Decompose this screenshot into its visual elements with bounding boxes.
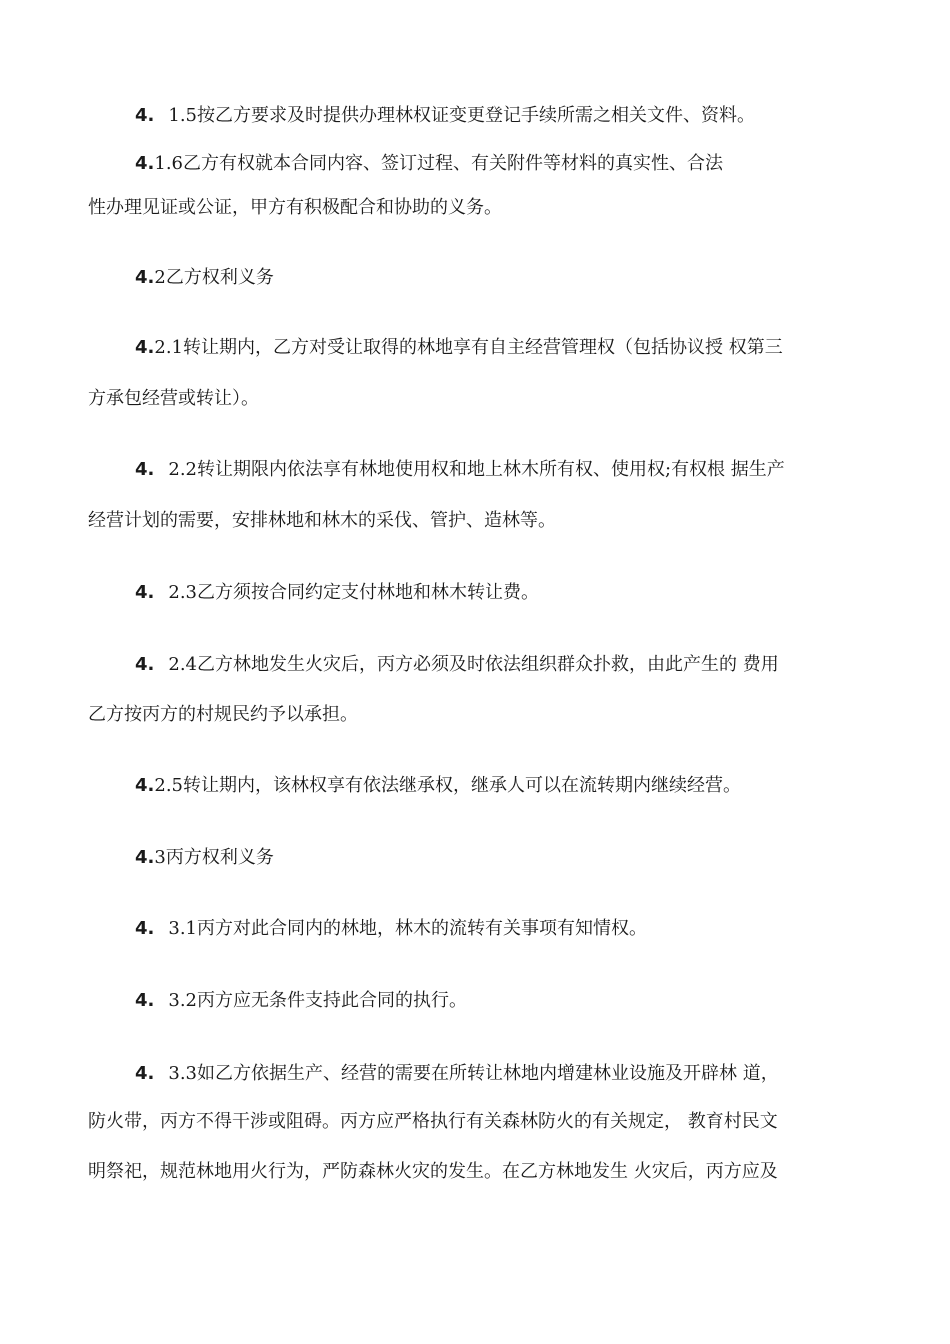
clause-number: 4. xyxy=(135,918,155,939)
clause-4-3-3-continuation-2 xyxy=(88,1160,778,1184)
clause-4-2-1-continuation xyxy=(88,387,259,411)
clause-4-2-2-continuation xyxy=(88,509,556,533)
clause-number: 4. xyxy=(135,267,155,288)
clause-4-2-1 xyxy=(135,336,783,360)
clause-text: 3丙方权利义务 xyxy=(154,847,274,868)
clause-4-2-5 xyxy=(135,774,741,798)
clause-text: 经营计划的需要，安排林地和林木的采伐、管护、造林等。 xyxy=(88,510,556,531)
clause-number: 4. xyxy=(135,990,155,1011)
clause-text: 2.1转让期内，乙方对受让取得的林地享有自主经营管理权（包括协议授 权第三 xyxy=(154,337,783,358)
clause-text: 明祭祀，规范林地用火行为，严防森林火灾的发生。在乙方林地发生 火灾后，丙方应及 xyxy=(88,1161,778,1182)
clause-number: 4. xyxy=(135,459,155,480)
clause-4-2-3 xyxy=(135,581,539,605)
clause-text: 3.2丙方应无条件支持此合同的执行。 xyxy=(168,990,467,1011)
clause-text: 乙方按丙方的村规民约予以承担。 xyxy=(88,704,358,725)
clause-number: 4. xyxy=(135,105,155,126)
clause-number: 4. xyxy=(135,654,155,675)
clause-4-3-3 xyxy=(135,1062,779,1086)
clause-number: 4. xyxy=(135,1063,155,1084)
section-heading-4-3 xyxy=(135,846,274,870)
clause-4-2-4-continuation xyxy=(88,703,358,727)
clause-text: 1.5按乙方要求及时提供办理林权证变更登记手续所需之相关文件、资料。 xyxy=(168,105,755,126)
clause-4-3-1 xyxy=(135,917,647,941)
clause-text: 防火带，丙方不得干涉或阻碍。丙方应严格执行有关森林防火的有关规定， 教育村民文 xyxy=(88,1111,778,1132)
clause-4-3-2 xyxy=(135,989,467,1013)
clause-4-1-5 xyxy=(135,104,755,128)
clause-text: 2乙方权利义务 xyxy=(154,267,274,288)
clause-number: 4. xyxy=(135,775,155,796)
clause-text: 1.6乙方有权就本合同内容、签订过程、有关附件等材料的真实性、合法 xyxy=(154,153,723,174)
clause-text: 2.3乙方须按合同约定支付林地和林木转让费。 xyxy=(168,582,539,603)
clause-text: 2.2转让期限内依法享有林地使用权和地上林木所有权、使用权;有权根 据生产 xyxy=(168,459,785,480)
clause-4-3-3-continuation xyxy=(88,1110,778,1134)
section-heading-4-2 xyxy=(135,266,274,290)
clause-text: 性办理见证或公证，甲方有积极配合和协助的义务。 xyxy=(88,197,502,218)
clause-4-2-2 xyxy=(135,458,785,482)
clause-text: 3.1丙方对此合同内的林地，林木的流转有关事项有知情权。 xyxy=(168,918,647,939)
clause-number: 4. xyxy=(135,153,155,174)
clause-number: 4. xyxy=(135,337,155,358)
clause-text: 2.5转让期内，该林权享有依法继承权，继承人可以在流转期内继续经营。 xyxy=(154,775,741,796)
clause-4-1-6 xyxy=(135,152,723,176)
clause-text: 3.3如乙方依据生产、经营的需要在所转让林地内增建林业设施及开辟林 道， xyxy=(168,1063,779,1084)
clause-number: 4. xyxy=(135,847,155,868)
clause-4-1-6-continuation xyxy=(88,196,502,220)
clause-4-2-4 xyxy=(135,653,779,677)
clause-text: 2.4乙方林地发生火灾后，丙方必须及时依法组织群众扑救，由此产生的 费用 xyxy=(168,654,779,675)
clause-text: 方承包经营或转让）。 xyxy=(88,388,259,409)
clause-number: 4. xyxy=(135,582,155,603)
